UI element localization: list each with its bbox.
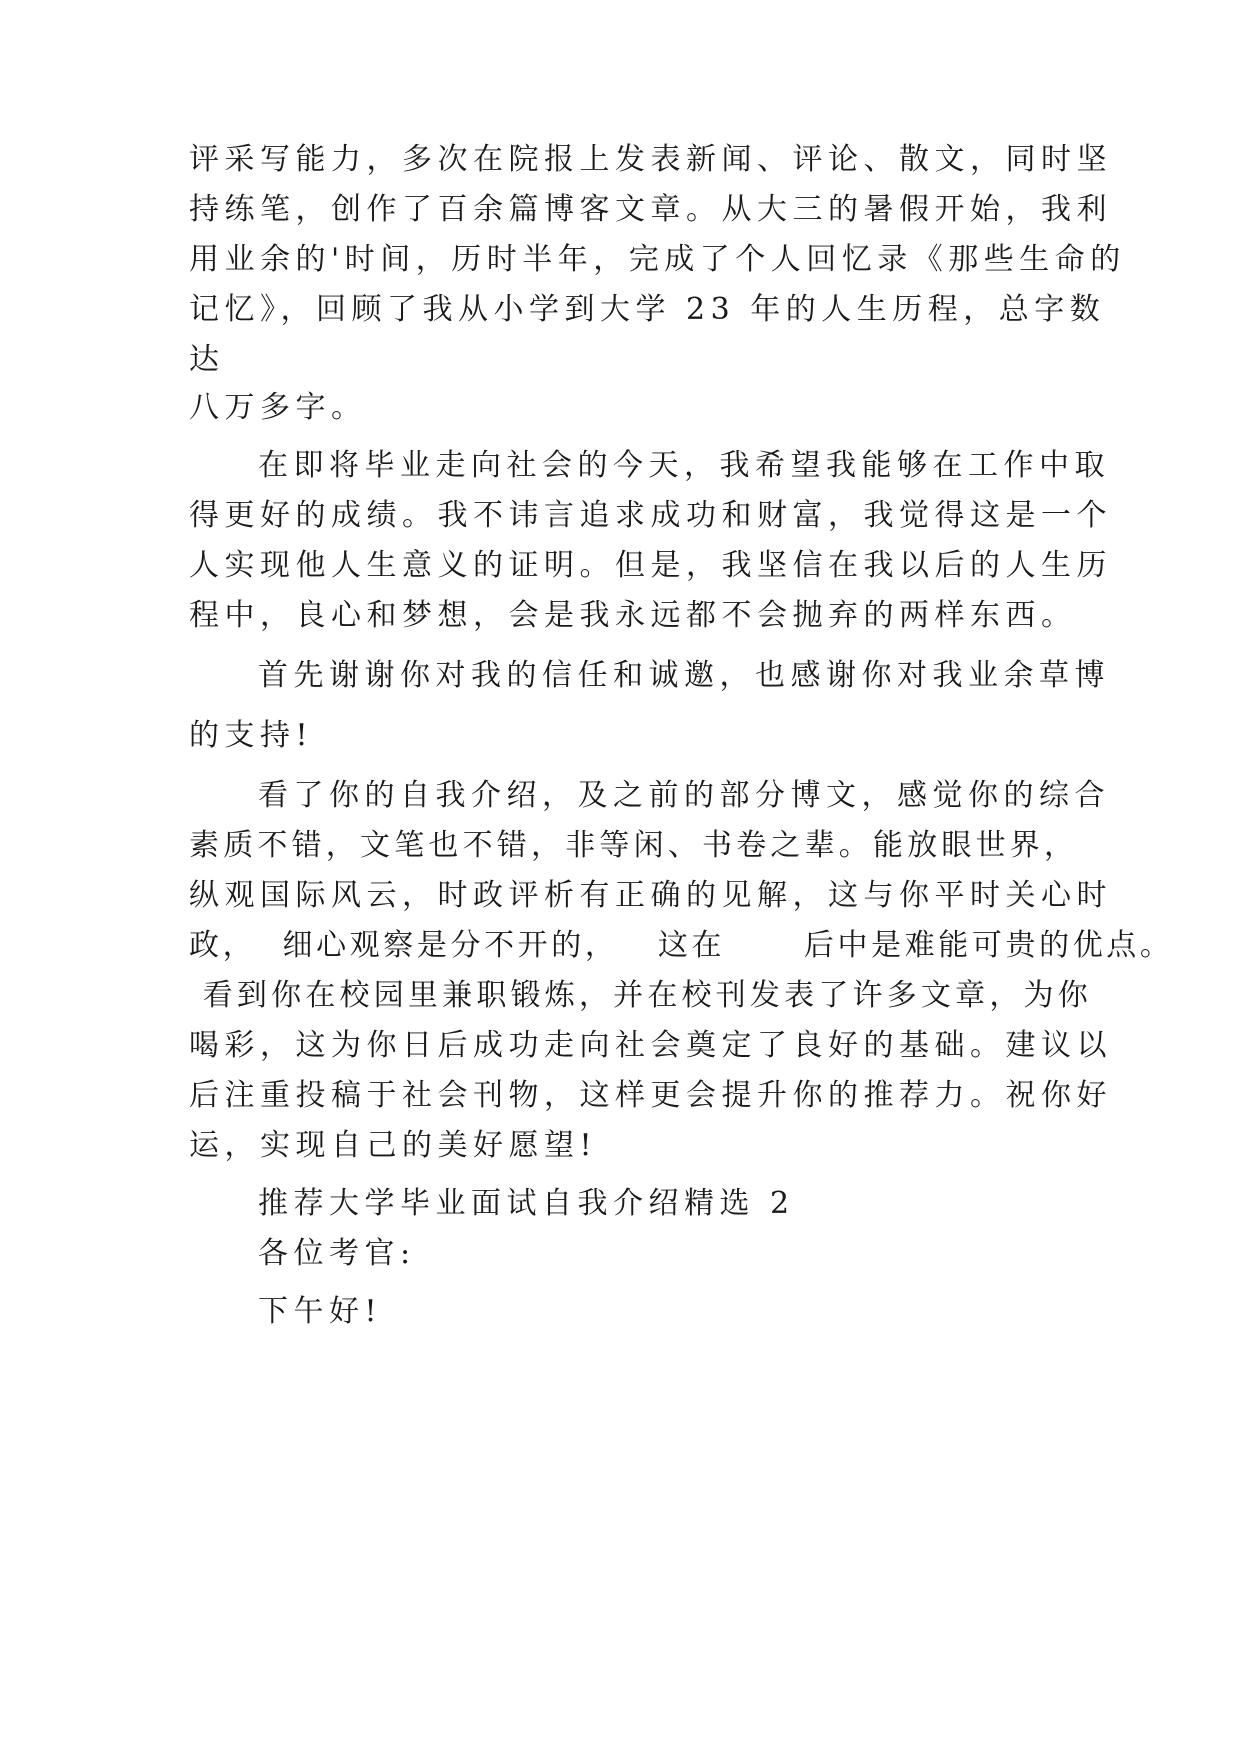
- salutation: 各位考官:: [258, 1236, 416, 1271]
- paragraph-line: 首先谢谢你对我的信任和诚邀，也感谢你对我业余草博: [258, 658, 1110, 693]
- paragraph-line: 运，实现自己的美好愿望!: [189, 1128, 598, 1163]
- paragraph-line: 素质不错，文笔也不错，非等闲、书卷之辈。能放眼世界，: [189, 828, 1079, 863]
- paragraph-line: 纵观国际风云，时政评析有正确的见解，这与你平时关心时: [189, 878, 1112, 913]
- paragraph-line: 在即将毕业走向社会的今天，我希望我能够在工作中取: [258, 448, 1110, 483]
- paragraph-line: 得更好的成绩。我不讳言追求成功和财富，我觉得这是一个: [189, 498, 1112, 533]
- paragraph-line: 评采写能力，多次在院报上发表新闻、评论、散文，同时坚: [189, 142, 1112, 177]
- paragraph-line: 看到你在校园里兼职锻炼，并在校刊发表了许多文章，为你: [189, 978, 1092, 1013]
- paragraph-line: 达: [189, 342, 225, 377]
- paragraph-line: 政， 细心观察是分不开的， 这在 后中是难能可贵的优点。: [189, 928, 1174, 963]
- paragraph-line: 用业余的'时间，历时半年，完成了个人回忆录《那些生命的: [189, 242, 1126, 277]
- greeting: 下午好!: [258, 1294, 383, 1329]
- paragraph-line: 后注重投稿于社会刊物，这样更会提升你的推荐力。祝你好: [189, 1078, 1112, 1113]
- section-heading: 推荐大学毕业面试自我介绍精选 2: [258, 1186, 795, 1221]
- paragraph-line: 人实现他人生意义的证明。但是，我坚信在我以后的人生历: [189, 548, 1112, 583]
- paragraph-line: 程中，良心和梦想，会是我永远都不会抛弃的两样东西。: [189, 598, 1077, 633]
- paragraph-line: 看了你的自我介绍，及之前的部分博文，感觉你的综合: [258, 778, 1110, 813]
- paragraph-line: 的支持!: [189, 718, 314, 753]
- paragraph-line: 喝彩，这为你日后成功走向社会奠定了良好的基础。建议以: [189, 1028, 1112, 1063]
- paragraph-line: 记忆》，回顾了我从小学到大学 23 年的人生历程，总字数: [189, 292, 1106, 327]
- paragraph-line: 八万多字。: [189, 390, 367, 425]
- paragraph-line: 持练笔，创作了百余篇博客文章。从大三的暑假开始，我利: [189, 192, 1112, 227]
